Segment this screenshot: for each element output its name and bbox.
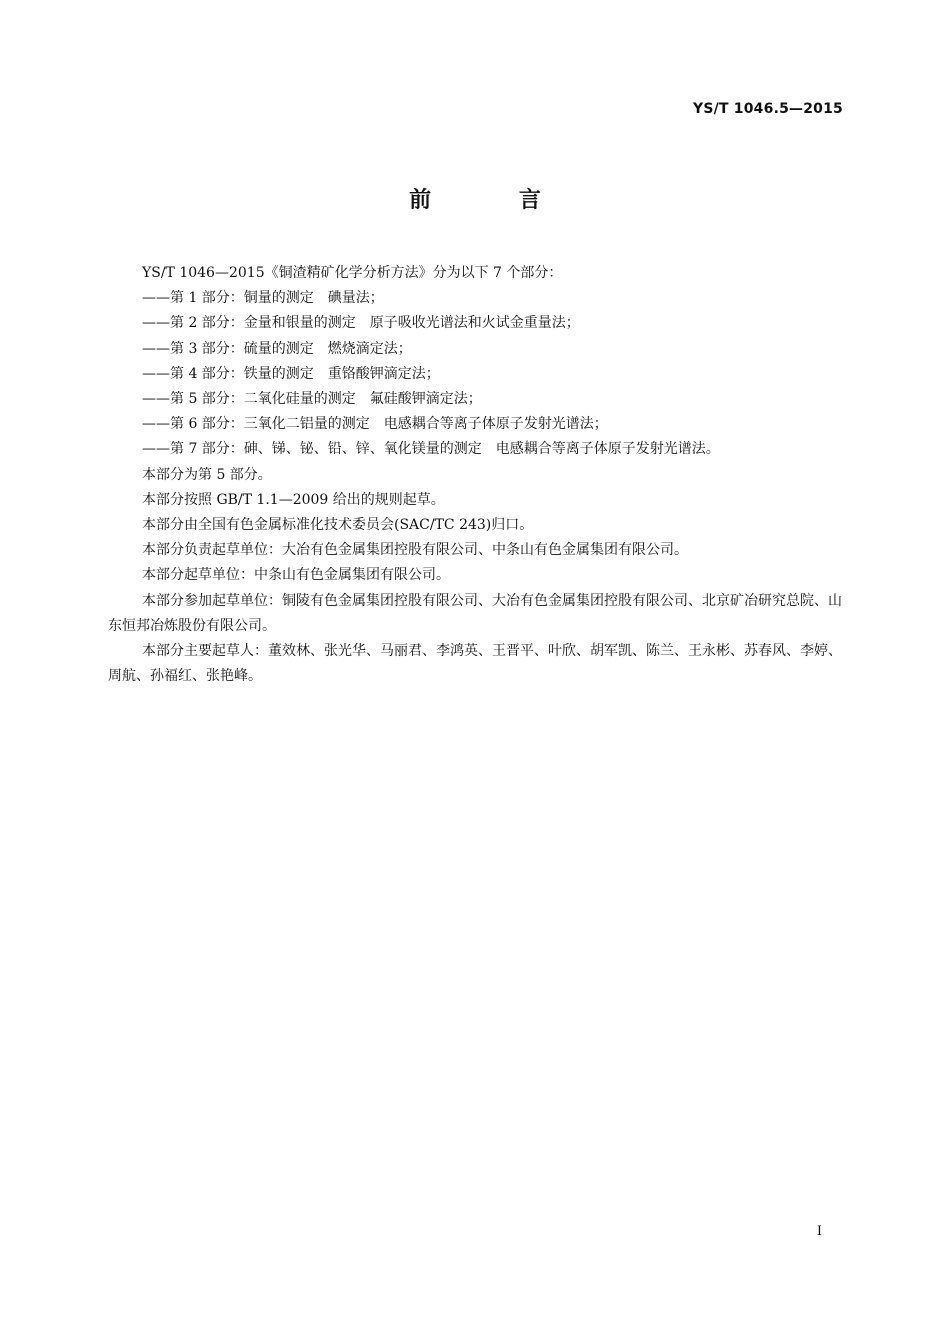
part-item: ——第 7 部分：砷、锑、铋、铅、锌、氧化镁量的测定 电感耦合等离子体原子发射光谱法。 [142,441,720,458]
this-part-paragraph: 本部分为第 5 部分。 [142,466,272,483]
standard-code: YS/T 1046.5—2015 [693,101,843,117]
part-item: ——第 6 部分：三氧化二铝量的测定 电感耦合等离子体原子发射光谱法； [142,416,608,433]
drafters-paragraph: 本部分主要起草人：董效林、张光华、马丽君、李鸿英、王晋平、叶欣、胡军凯、陈兰、王永彬、苏春风、李婷、周航、孙福红、张艳峰。 [108,643,842,685]
page-title: 前 言 [409,188,581,213]
part-item: ——第 2 部分：金量和银量的测定 原子吸收光谱法和火试金重量法； [142,315,580,332]
drafting-rules-paragraph: 本部分按照 GB/T 1.1—2009 给出的规则起草。 [142,491,445,508]
page-number: I [816,1224,822,1239]
foreword-body [108,261,843,689]
part-item: ——第 3 部分：硫量的测定 燃烧滴定法； [142,340,412,357]
drafting-unit-paragraph: 本部分起草单位：中条山有色金属集团有限公司。 [142,567,450,584]
proposed-by-paragraph: 本部分由全国有色金属标准化技术委员会(SAC/TC 243)归口。 [142,517,534,534]
part-item: ——第 4 部分：铁量的测定 重铬酸钾滴定法； [142,365,440,382]
responsible-units-paragraph: 本部分负责起草单位：大冶有色金属集团控股有限公司、中条山有色金属集团有限公司。 [142,542,688,559]
participating-units-paragraph: 本部分参加起草单位：铜陵有色金属集团控股有限公司、大冶有色金属集团控股有限公司、北京矿冶研究总院、山东恒邦冶炼股份有限公司。 [108,592,842,634]
part-item: ——第 1 部分：铜量的测定 碘量法； [142,290,384,307]
intro-paragraph: YS/T 1046—2015《铜渣精矿化学分析方法》分为以下 7 个部分： [142,265,563,281]
part-item: ——第 5 部分：二氧化硅量的测定 氟硅酸钾滴定法； [142,391,482,408]
